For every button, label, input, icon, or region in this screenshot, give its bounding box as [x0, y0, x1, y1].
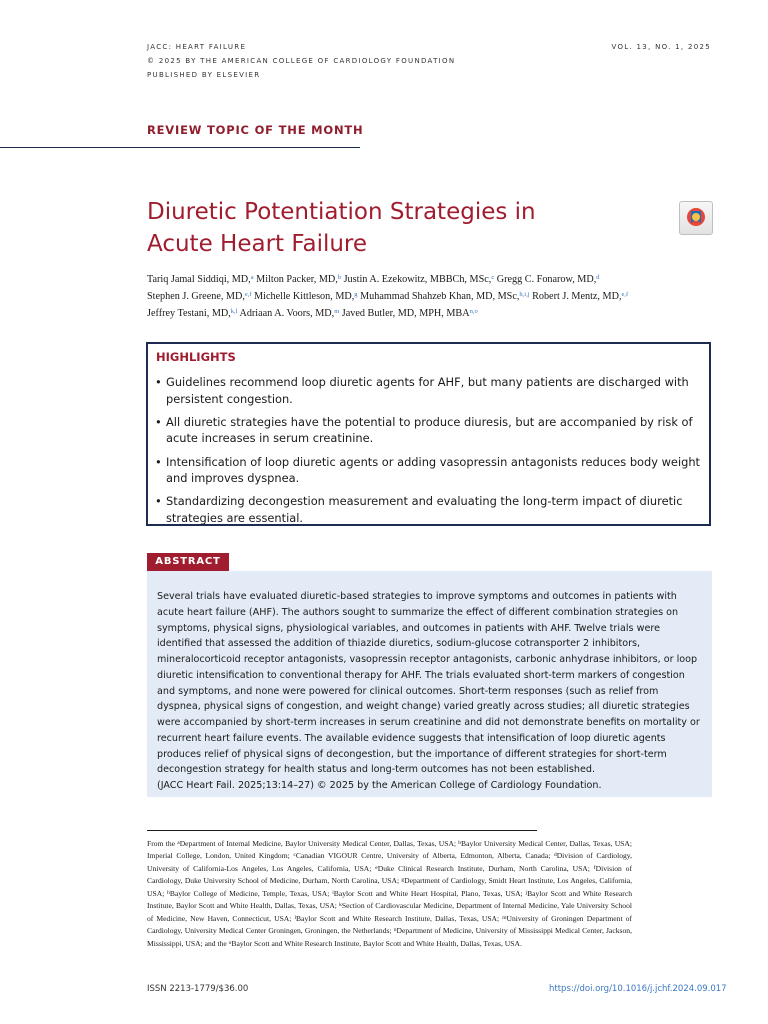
author-affil: e,f: [621, 291, 629, 298]
author-name: Muhammad Shahzeb Khan, MD, MSc,: [360, 291, 520, 302]
abstract-body: [157, 589, 700, 794]
volume-info: VOL. 13, NO. 1, 2025: [611, 43, 711, 51]
author-name: Stephen J. Greene, MD,: [147, 291, 245, 302]
highlight-item: [155, 493, 703, 526]
author-name: Justin A. Ezekowitz, MBBCh, MSc,: [343, 274, 492, 285]
highlight-text: Intensification of loop diuretic agents or adding vasopressin antagonists reduces body weight and improves dyspnea.: [166, 454, 701, 486]
article-title: [147, 196, 617, 260]
crossmark-icon[interactable]: [679, 201, 713, 235]
highlight-item: [155, 414, 703, 447]
title-line-1: Diuretic Potentiation Strategies in: [147, 199, 536, 225]
abstract-box: [147, 571, 712, 797]
bullet-icon: •: [155, 414, 162, 429]
section-title: REVIEW TOPIC OF THE MONTH: [147, 123, 364, 137]
highlight-text: Guidelines recommend loop diuretic agents for AHF, but many patients are discharged with persistent congestion.: [166, 375, 689, 406]
highlight-item: [155, 374, 703, 407]
author-affil: g: [354, 291, 358, 298]
author-affil: m: [334, 308, 340, 315]
author-list: [147, 271, 717, 322]
bullet-icon: •: [155, 375, 162, 389]
abstract-label: ABSTRACT: [147, 553, 229, 571]
highlight-text: All diuretic strategies have the potential to produce diuresis, but are accompanied by risk of acute increases in serum creatinine.: [166, 414, 693, 446]
author-name: Robert J. Mentz, MD,: [532, 291, 622, 302]
highlights-box: [146, 342, 711, 526]
footnote-divider: [147, 830, 537, 831]
author-affil: h,i,j: [519, 291, 530, 298]
highlights-list: [155, 374, 703, 533]
author-affil: e,f: [244, 291, 252, 298]
crossmark-glyph: [680, 202, 712, 234]
author-affil: c: [491, 274, 495, 281]
highlight-text: Standardizing decongestion measurement and evaluating the long-term impact of diuretic strategies are essential.: [166, 494, 683, 525]
author-name: Adriaan A. Voors, MD,: [239, 308, 335, 319]
author-affil: k,l: [230, 308, 238, 315]
doi-link[interactable]: https://doi.org/10.1016/j.jchf.2024.09.017: [549, 984, 727, 994]
author-affil: n,o: [469, 308, 478, 315]
author-name: Tariq Jamal Siddiqi, MD,: [147, 274, 251, 285]
author-line-3: [147, 305, 717, 322]
section-divider: [0, 147, 360, 148]
abstract-citation: (JACC Heart Fail. 2025;13:14–27) © 2025 by the American College of Cardiology Foundation.: [157, 780, 602, 791]
author-name: Michelle Kittleson, MD,: [254, 291, 355, 302]
publisher-line: PUBLISHED BY ELSEVIER: [147, 71, 261, 79]
affiliations-footnote: From the $^a$Department of Internal Medicine, Baylor University Medical Center, Dallas, Texas, USA; $^b$Baylor University Medical Center, Dallas, Texas, USA; Imperial College, London, United Kingdom; $^c$Canadian VIGOUR Centre, University of Alberta, Edmonton, Alberta, Canada; $^d$Division of Cardiology, University of California-Los Angeles, Los Angeles, California, USA; $^e$Duke Clinical Research Institute, Durham, North Carolina, USA; $^f$Division of Cardiology, Duke University School of Medicine, Durham, North Carolina, USA; $^g$Department of Cardiology, Smidt Heart Institute, Los Angeles, California, USA; $^h$Baylor College of Medicine, Temple, Texas, USA; $^i$Baylor Scott and White Heart Hospital, Plano, Texas, USA; $^j$Baylor Scott and White Research Institute, Baylor Scott and White Health, Dallas, Texas, USA; $^k$Section of Cardiovascular Medicine, Department of Internal Medicine, Yale University School of Medicine, New Haven, Connecticut, USA; $^l$Baylor Scott and White Research Institute, Dallas, Texas, USA; $^m$University of Groningen Department of Cardiology, University Medical Center Groningen, Groningen, the Netherlands; $^n$Department of Medicine, University of Mississippi Medical Center, Jackson, Mississippi, USA; and the $^o$Baylor Scott and White Research Institute, Baylor Scott and White Health, Dallas, Texas, USA.: [147, 839, 633, 948]
title-line-2: Acute Heart Failure: [147, 231, 368, 257]
author-name: Javed Butler, MD, MPH, MBA: [341, 308, 470, 319]
author-line-2: [147, 288, 717, 305]
author-name: Gregg C. Fonarow, MD,: [496, 274, 597, 285]
issn-price: ISSN 2213-1779/$36.00: [147, 984, 249, 994]
author-affil: d: [596, 274, 600, 281]
author-affil: a: [250, 274, 254, 281]
author-name: Milton Packer, MD,: [256, 274, 338, 285]
journal-name: JACC: HEART FAILURE: [147, 43, 247, 51]
highlight-item: [155, 454, 703, 487]
abstract-text: Several trials have evaluated diuretic-based strategies to improve symptoms and outcomes in patients with acute heart failure (AHF). The authors sought to summarize the effect of different combination strategies on symptoms, physical signs, physiological variables, and outcomes in patients with AHF. Twelve trials were identified that assessed the addition of thiazide diuretics, sodium-glucose cotransporter 2 inhibitors, mineralocorticoid receptor antagonists, vasopressin receptor antagonists, carbonic anhydrase inhibitors, or loop diuretic intensification to conventional therapy for AHF. The trials evaluated short-term markers of congestion and symptoms, and none were powered for clinical outcomes. Short-term responses (such as relief from dyspnea, physical signs of congestion, and weight change) varied greatly across studies; all diuretic strategies were accompanied by short-term increases in serum creatinine and did not demonstrate benefits on mortality or recurrent heart failure events. The available evidence suggests that intensification of loop diuretic agents produces relief of physical signs of decongestion, but the importance of different strategies for short-term decongestion strategy for health status and long-term outcomes has not been established.: [157, 591, 700, 776]
author-line-1: [147, 271, 717, 288]
bullet-icon: •: [155, 454, 162, 469]
author-affil: b: [337, 274, 342, 281]
copyright-line: © 2025 BY THE AMERICAN COLLEGE OF CARDIOLOGY FOUNDATION: [147, 57, 456, 65]
highlights-title: HIGHLIGHTS: [156, 350, 236, 364]
bullet-icon: •: [155, 494, 162, 509]
author-name: Jeffrey Testani, MD,: [147, 308, 231, 319]
